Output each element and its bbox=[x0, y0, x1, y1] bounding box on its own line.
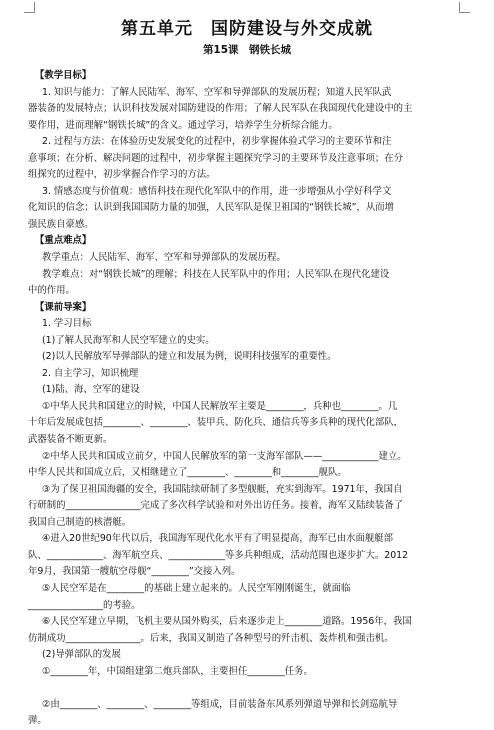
text-line: ________________的考验。 bbox=[28, 599, 141, 611]
text-line: (2)导弹部队的发展 bbox=[42, 649, 121, 661]
text-line: 十年后发展成包括________、________、装甲兵、防化兵、通信兵等多兵种的现代化部队， bbox=[28, 417, 404, 429]
text-line: 仿制成功________________。后来，我国又制造了各种型号的歼击机、轰炸机和强击机。 bbox=[28, 632, 394, 644]
text-line: ②中华人民共和国成立前夕，中国人民解放军的第一支海军部队——____________建立。 bbox=[42, 450, 407, 462]
page-corner-mark bbox=[24, 2, 35, 13]
blank-line bbox=[28, 680, 470, 697]
text-line: (1)了解人民海军和人民空军建立的史实。 bbox=[42, 334, 215, 346]
text-line: 中的作用。 bbox=[28, 285, 75, 297]
text-line: ②由________、________、________等组成，目前装备东风系列弹道导弹和长剑巡航导 bbox=[42, 698, 398, 710]
text-line: 2. 过程与方法：在体验历史发展变化的过程中，初步掌握体验式学习的主要环节和注 bbox=[42, 136, 392, 148]
text-line: 2. 自主学习，知识梳理 bbox=[42, 367, 139, 379]
text-line: ④进入20世纪90年代以后，我国海军现代化水平有了明显提高，海军已由水面舰艇部 bbox=[42, 533, 394, 545]
text-line: 行研制的________________完成了多次科学试验和对外出访任务。接着，海军又陆续装备了 bbox=[28, 500, 404, 512]
text-line: ③为了保卫祖国海疆的安全，我国陆续研制了多型舰艇，充实到海军。1971年，我国自 bbox=[42, 483, 403, 495]
text-line: ⑥人民空军建立早期，飞机主要从国外购买，后来逐步走上________道路。1956年，我国 bbox=[42, 616, 412, 628]
section-heading-preview: 【课前导案】 bbox=[35, 301, 92, 313]
text-line: 1. 学习目标 bbox=[42, 318, 92, 330]
text-line: 强民族自豪感。 bbox=[28, 218, 94, 230]
text-line: 队、____________、海军航空兵、____________等多兵种组成，活动范围也逐步扩大。2012 bbox=[28, 549, 409, 561]
text-line: ⑤人民空军是在________的基础上建立起来的。人民空军刚刚诞生，就面临 bbox=[42, 582, 351, 594]
text-line: 要作用，进而理解“钢铁长城”的含义。通过学习，培养学生分析综合能力。 bbox=[28, 119, 338, 131]
page-corner-mark bbox=[459, 2, 470, 13]
text-line: 武器装备不断更新。 bbox=[28, 434, 113, 446]
text-line: ①________年，中国组建第二炮兵部队，主要担任________任务。 bbox=[42, 665, 313, 677]
text-line: 3. 情感态度与价值观：感悟科技在现代化军队中的作用，进一步增强从小学好科学文 bbox=[42, 185, 392, 197]
text-line: 组探究的过程中，初步掌握合作学习的方法。 bbox=[28, 169, 216, 181]
text-line: 我国自己制造的核潜艇。 bbox=[28, 516, 132, 528]
text-line: 1. 知识与能力：了解人民陆军、海军、空军和导弹部队的发展历程；知道人民军队武 bbox=[42, 86, 392, 98]
text-line: (1)陆、海、空军的建设 bbox=[42, 384, 140, 396]
text-line: 弹。 bbox=[28, 715, 47, 727]
text-line: 化知识的信念；认识到我国国防力量的加强，人民军队是保卫祖国的“钢铁长城”，从而增 bbox=[28, 202, 394, 214]
section-heading-key-points: 【重点难点】 bbox=[35, 235, 92, 247]
text-line: 中华人民共和国成立后，又相继建立了________、________和________舰队。 bbox=[28, 467, 347, 479]
section-heading-objectives: 【教学目标】 bbox=[35, 70, 92, 81]
document-body bbox=[28, 68, 470, 730]
text-line: (2)以人民解放军导弹部队的建立和发展为例，说明科技强军的重要性。 bbox=[42, 351, 337, 363]
text-line: ①中华人民共和国建立的时候，中国人民解放军主要是________，兵种也________。几 bbox=[42, 400, 398, 412]
text-line: 年9月，我国第一艘航空母舰“________”交接入列。 bbox=[28, 566, 241, 578]
text-line: 器装备的发展特点；认识科技发展对国防建设的作用；了解人民军队在我国现代化建设中的主 bbox=[28, 103, 413, 115]
text-line: 教学重点：人民陆军、海军、空军和导弹部队的发展历程。 bbox=[42, 252, 286, 264]
text-line: 意事项；在分析、解决问题的过程中，初步掌握主题探究学习的主要环节及注意事项；在分 bbox=[28, 152, 404, 164]
unit-title: 第五单元 国防建设与外交成就 bbox=[121, 19, 373, 39]
lesson-title: 第15课 钢铁长城 bbox=[202, 44, 292, 56]
text-line: 教学难点：对“钢铁长城”的理解；科技在人民军队中的作用；人民军队在现代化建设 bbox=[42, 268, 390, 280]
